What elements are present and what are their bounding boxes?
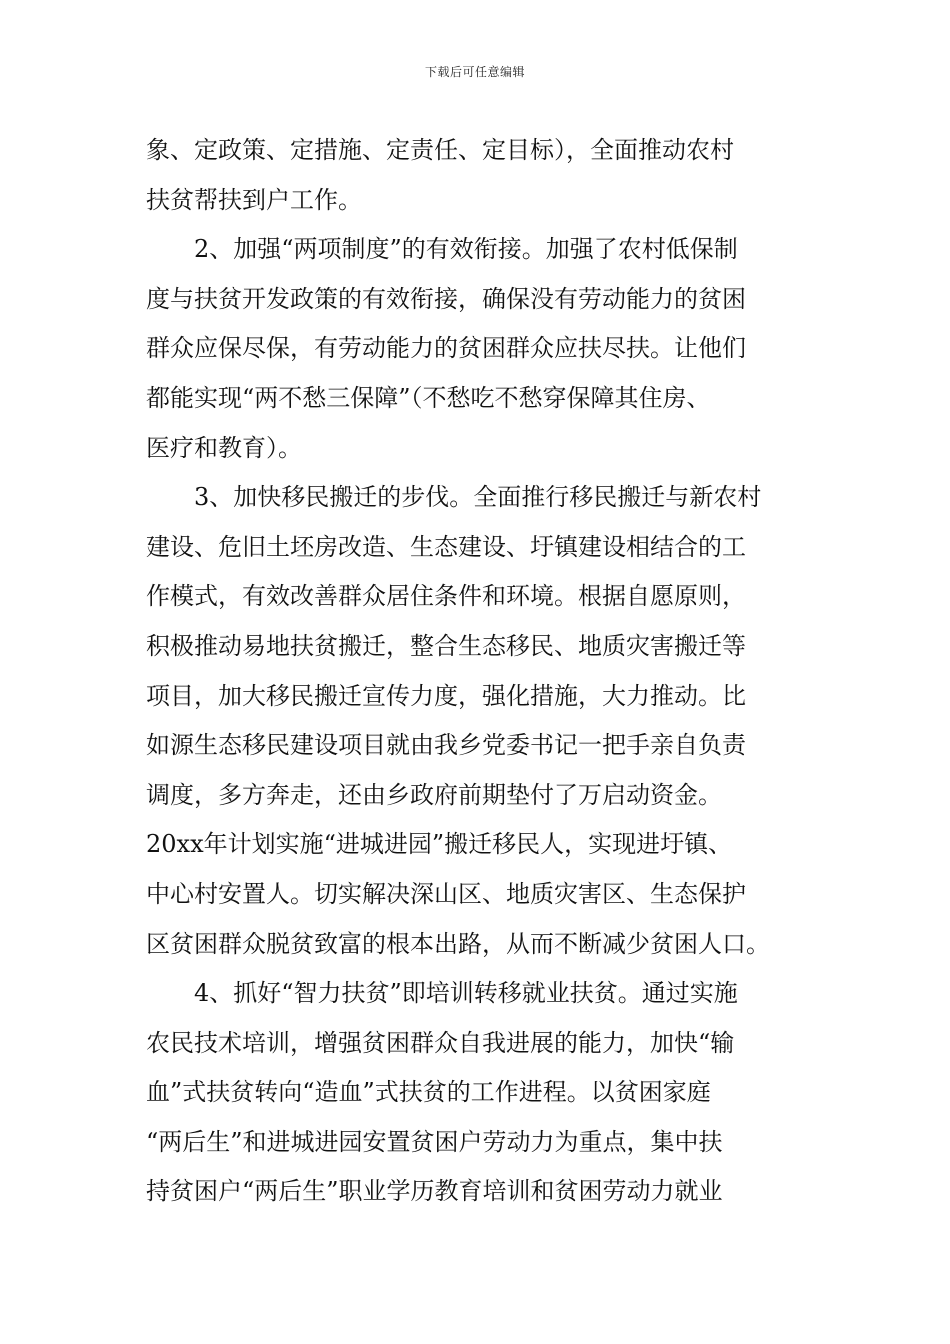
text-line: 持贫困户“两后生”职业学历教育培训和贫困劳动力就业	[146, 1177, 723, 1206]
text-line: 中心村安置人。切实解决深山区、地质灾害区、生态保护	[146, 879, 746, 908]
paragraph-start-line: 3、加快移民搬迁的步伐。全面推行移民搬迁与新农村	[194, 483, 762, 512]
text-line: 医疗和教育）。	[146, 433, 302, 462]
text-line: “两后生”和进城进园安置贫困户劳动力为重点，集中扶	[146, 1127, 723, 1156]
text-line: 群众应保尽保，有劳动能力的贫困群众应扶尽扶。让他们	[146, 334, 746, 363]
text-line: 建设、危旧土坯房改造、生态建设、圩镇建设相结合的工	[146, 532, 746, 561]
paragraph-start-line: 4、抓好“智力扶贫”即培训转移就业扶贫。通过实施	[194, 979, 738, 1008]
document-body	[146, 126, 846, 1217]
text-line: 调度，多方奔走，还由乡政府前期垫付了万启动资金。	[146, 780, 722, 809]
text-line: 度与扶贫开发政策的有效衔接，确保没有劳动能力的贫困	[146, 284, 746, 313]
text-line: 都能实现“两不愁三保障”（不愁吃不愁穿保障其住房、	[146, 383, 711, 412]
text-line: 象、定政策、定措施、定责任、定目标），全面推动农村	[146, 136, 734, 164]
paragraph-start-line: 2、加强“两项制度”的有效衔接。加强了农村低保制	[194, 235, 738, 264]
text-line: 如源生态移民建设项目就由我乡党委书记一把手亲自负责	[146, 731, 746, 760]
text-line: 区贫困群众脱贫致富的根本出路，从而不断减少贫困人口。	[146, 929, 770, 958]
text-line: 扶贫帮扶到户工作。	[146, 185, 362, 214]
text-line: 血”式扶贫转向“造血”式扶贫的工作进程。以贫困家庭	[146, 1078, 711, 1107]
text-line: 农民技术培训，增强贫困群众自我进展的能力，加快“输	[146, 1028, 735, 1057]
page-header: 下载后可任意编辑	[424, 65, 525, 79]
text-line: 积极推动易地扶贫搬迁，整合生态移民、地质灾害搬迁等	[146, 631, 746, 660]
text-line: 20xx年计划实施“进城进园”搬迁移民人，实现进圩镇、	[146, 830, 733, 859]
text-line: 作模式，有效改善群众居住条件和环境。根据自愿原则，	[146, 582, 746, 611]
text-line: 项目，加大移民搬迁宣传力度，强化措施，大力推动。比	[146, 681, 746, 710]
